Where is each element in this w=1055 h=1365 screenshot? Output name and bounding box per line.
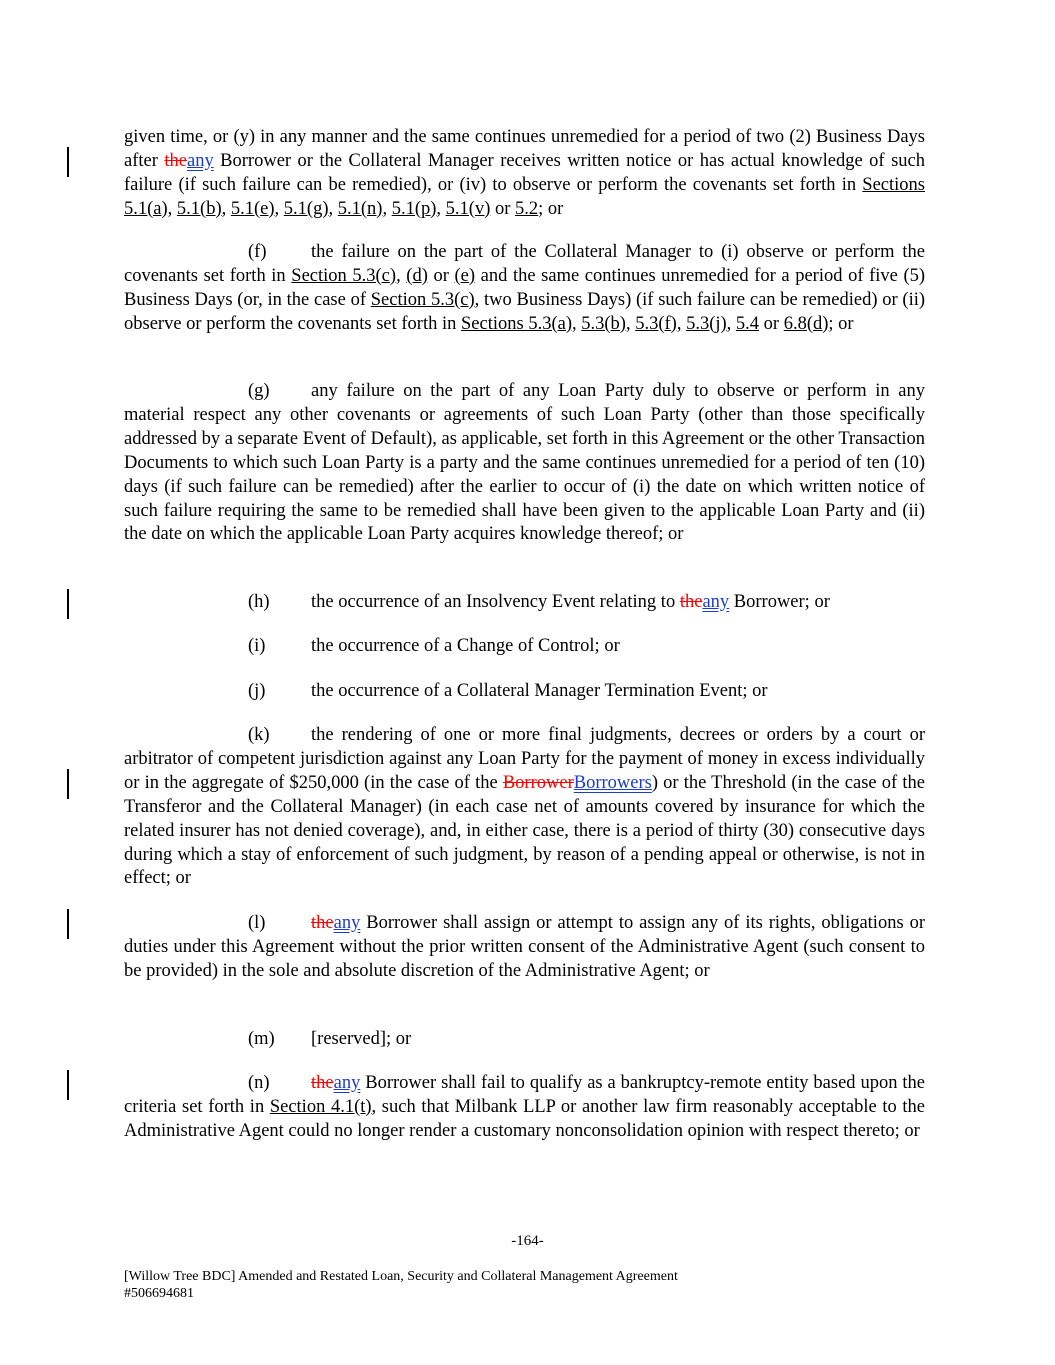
section-reference: 5.1(n) xyxy=(337,198,383,219)
clause-number: (i) xyxy=(248,636,266,656)
section-reference: Sections 5.1(a) xyxy=(124,174,925,219)
deleted-text: the xyxy=(311,1073,334,1093)
clause-n: (n) theany Borrower shall fail to qualify as a bankruptcy-remote entity based upon the criteria set forth in Section 4.1(t), such that Milbank LLP or another law firm reasonably acceptable to the Administrative Agent could no longer render a customary nonconsolidation opinion with respect thereto; or xyxy=(124,1073,925,1141)
footer-title: [Willow Tree BDC] Amended and Restated Loan, Security and Collateral Management Agreement xyxy=(124,1269,678,1284)
section-reference: 5.1(p) xyxy=(391,198,437,219)
clause-number: (l) xyxy=(248,913,266,933)
text-run: Borrower or the Collateral Manager receives written notice or has actual knowledge of such failure (if such failure can be remedied), or (iv) to observe or perform the covenants set forth in xyxy=(124,150,925,195)
change-bar xyxy=(67,1070,69,1100)
inserted-text: any xyxy=(333,1073,361,1093)
clause-j: (j) the occurrence of a Collateral Manager Termination Event; or xyxy=(124,680,925,704)
clause-number: (f) xyxy=(248,242,267,262)
deleted-text: Borrower xyxy=(502,772,574,793)
deleted-text: the xyxy=(311,913,334,933)
clause-h: (h) the occurrence of an Insolvency Event relating to theany Borrower; or xyxy=(124,591,925,615)
clause-number: (h) xyxy=(248,592,270,612)
section-reference: (d) xyxy=(406,265,428,286)
change-bar xyxy=(67,909,69,939)
section-reference: 5.1(v) xyxy=(445,198,491,219)
section-reference: Section 5.3(c) xyxy=(291,265,397,286)
document-footer xyxy=(124,1268,678,1302)
clause-number: (j) xyxy=(248,681,266,701)
clause-f: (f) the failure on the part of the Collateral Manager to (i) observe or perform the covenants set forth in Section 5.3(c), (d) or (e) and the same continues unremedied for a period of five (5) Business Days (or, in the case of Section 5.3(c), two Business Days) (if such failure can be remedied) or (ii) observe or perform the covenants set forth in Sections 5.3(a), 5.3(b), 5.3(f), 5.3(j), 5.4 or 6.8(d); or xyxy=(124,242,926,334)
change-bar xyxy=(67,769,69,799)
section-reference: Sections 5.3(a) xyxy=(461,313,572,334)
change-bar xyxy=(67,147,69,177)
clause-number: (g) xyxy=(248,381,270,401)
section-reference: 5.3(f) xyxy=(635,313,677,334)
section-reference: Section 4.1(t) xyxy=(269,1096,372,1117)
section-reference: 5.2 xyxy=(515,198,539,219)
inserted-text: any xyxy=(333,913,361,933)
change-bar xyxy=(67,589,69,619)
clause-number: (m) xyxy=(248,1029,275,1049)
section-reference: 5.4 xyxy=(735,313,760,334)
section-reference: 5.1(b) xyxy=(176,198,222,219)
page-number: -164- xyxy=(511,1233,544,1249)
deleted-text: the xyxy=(164,150,187,171)
inserted-text: any xyxy=(702,592,730,612)
clause-number: (k) xyxy=(248,725,270,745)
section-reference: Section 5.3(c) xyxy=(370,289,475,310)
clause-k: (k) the rendering of one or more final judgments, decrees or orders by a court or arbitrator of competent jurisdiction against any Loan Party for the payment of money in excess individually or in the aggregate of $250,000 (in the case of the BorrowerBorrowers) or the Threshold (in the case of the Transferor and the Collateral Manager) (in each case net of amounts covered by insurance for which the related insurer has not denied coverage), and, in either case, there is a period of thirty (30) consecutive days during which a stay of enforcement of such judgment, by reason of a pending appeal or otherwise, is not in effect; or xyxy=(124,725,925,889)
paragraph-continuation: given time, or (y) in any manner and the same continues unremedied for a period of two (2) Business Days after theany Borrower or the Collateral Manager receives written notice or has actual knowledge of such failure (if such failure can be remedied), or (iv) to observe or perform the covenants set forth in Sections 5.1(a), 5.1(b), 5.1(e), 5.1(g), 5.1(n), 5.1(p), 5.1(v) or 5.2; or xyxy=(124,127,925,219)
section-reference: 5.1(g) xyxy=(283,198,329,219)
inserted-text: Borrowers xyxy=(573,772,652,793)
clause-i: (i) the occurrence of a Change of Control; or xyxy=(124,635,925,659)
deleted-text: the xyxy=(679,592,703,612)
footer-doc-id: #506694681 xyxy=(124,1286,194,1301)
section-reference: 5.3(j) xyxy=(686,313,727,334)
text-run: given time, or (y) in any manner and the same continues unremedied for a period of two (2) Business Days after xyxy=(124,127,925,171)
inserted-text: any xyxy=(186,150,214,171)
section-reference: (e) xyxy=(454,265,476,286)
section-reference: 5.1(e) xyxy=(230,198,275,219)
clause-l: (l) theany Borrower shall assign or attempt to assign any of its rights, obligations or duties under this Agreement without the prior written consent of the Administrative Agent (such consent to be provided) in the sole and absolute discretion of the Administrative Agent; or xyxy=(124,913,925,981)
section-reference: 6.8(d) xyxy=(783,313,829,334)
clause-g: (g) any failure on the part of any Loan Party duly to observe or perform in any material respect any other covenants or agreements of such Loan Party (other than those specifically addressed by a separate Event of Default), as applicable, set forth in this Agreement or the other Transaction Documents to which such Loan Party is a party and the same continues unremedied for a period of ten (10) days (if such failure can be remedied) after the earlier to occur of (i) the date on which written notice of such failure requiring the same to be remedied shall have been given to the applicable Loan Party and (ii) the date on which the applicable Loan Party acquires knowledge thereof; or xyxy=(124,381,925,545)
section-reference: 5.3(b) xyxy=(581,313,626,334)
clause-number: (n) xyxy=(248,1073,270,1093)
clause-m: (m) [reserved]; or xyxy=(124,1028,925,1052)
